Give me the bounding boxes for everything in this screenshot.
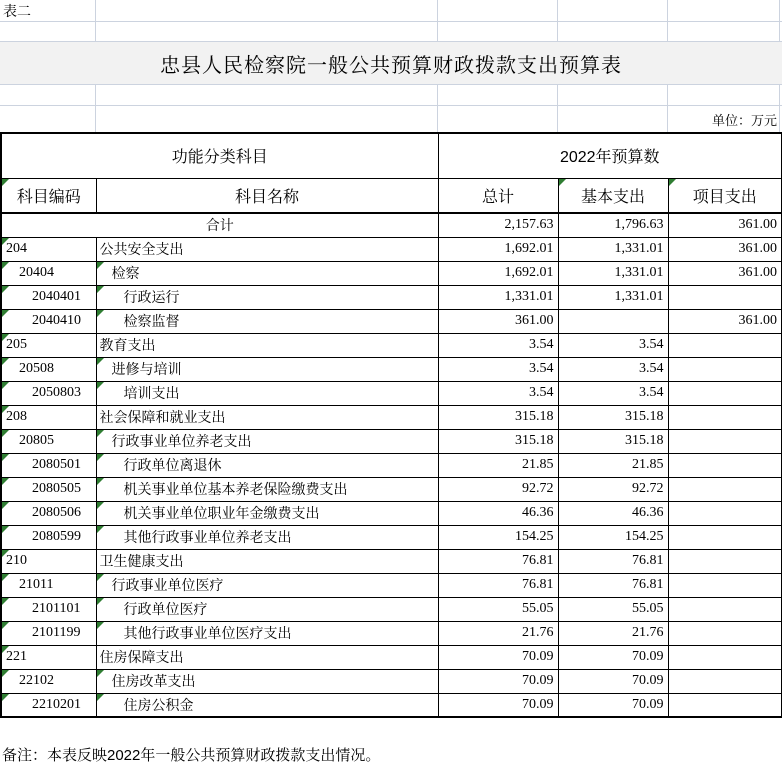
name-cell[interactable]: 其他行政事业单位养老支出 xyxy=(96,525,438,549)
column-header-subject-name[interactable]: 科目名称 xyxy=(96,178,438,213)
table-row xyxy=(1,453,782,477)
text-format-flag-icon xyxy=(2,310,9,317)
group-header-row xyxy=(1,133,782,178)
name-cell[interactable]: 其他行政事业单位医疗支出 xyxy=(96,621,438,645)
project-expenditure-cell[interactable] xyxy=(668,285,782,309)
text-format-flag-icon xyxy=(97,502,104,509)
table-row xyxy=(1,645,782,669)
project-expenditure-cell[interactable] xyxy=(668,573,782,597)
basic-expenditure-cell[interactable]: 1,331.01 xyxy=(558,285,668,309)
name-cell[interactable]: 培训支出 xyxy=(96,381,438,405)
table-row xyxy=(1,357,782,381)
text-format-flag-icon xyxy=(2,454,9,461)
table-row xyxy=(1,381,782,405)
project-expenditure-cell[interactable] xyxy=(668,405,782,429)
sheet-top-area xyxy=(0,0,782,132)
code-cell[interactable]: 2080506 xyxy=(1,501,96,525)
name-cell[interactable]: 进修与培训 xyxy=(96,357,438,381)
column-header-subject-code[interactable]: 科目编码 xyxy=(1,178,96,213)
grand-total-cell[interactable]: 76.81 xyxy=(438,549,558,573)
basic-expenditure-cell[interactable]: 3.54 xyxy=(558,357,668,381)
project-expenditure-cell[interactable] xyxy=(668,693,782,717)
project-expenditure-cell[interactable] xyxy=(668,357,782,381)
basic-expenditure-cell[interactable]: 1,331.01 xyxy=(558,261,668,285)
grand-total-cell[interactable]: 361.00 xyxy=(438,309,558,333)
table-row xyxy=(1,261,782,285)
project-expenditure-cell[interactable]: 361.00 xyxy=(668,237,782,261)
project-expenditure-cell[interactable] xyxy=(668,549,782,573)
name-cell[interactable]: 行政单位医疗 xyxy=(96,597,438,621)
total-row xyxy=(1,213,782,237)
text-format-flag-icon xyxy=(2,382,9,389)
code-cell[interactable]: 2040410 xyxy=(1,309,96,333)
grand-total-cell[interactable]: 92.72 xyxy=(438,477,558,501)
name-cell[interactable]: 行政运行 xyxy=(96,285,438,309)
unit-note: 单位：万元 xyxy=(711,113,777,128)
name-cell[interactable]: 机关事业单位基本养老保险缴费支出 xyxy=(96,477,438,501)
grand-total-cell[interactable]: 76.81 xyxy=(438,573,558,597)
text-format-flag-icon xyxy=(97,382,104,389)
basic-expenditure-cell[interactable]: 315.18 xyxy=(558,405,668,429)
text-format-flag-icon xyxy=(669,179,676,186)
name-cell[interactable]: 卫生健康支出 xyxy=(96,549,438,573)
text-format-flag-icon xyxy=(2,334,9,341)
project-expenditure-cell[interactable] xyxy=(668,645,782,669)
grand-total-cell[interactable]: 3.54 xyxy=(438,381,558,405)
basic-expenditure-cell[interactable]: 1,331.01 xyxy=(558,237,668,261)
text-format-flag-icon xyxy=(2,358,9,365)
footnote: 备注：本表反映2022年一般公共预算财政拨款支出情况。 xyxy=(2,747,381,764)
grand-total-cell[interactable]: 1,692.01 xyxy=(438,237,558,261)
basic-expenditure-cell[interactable]: 21.85 xyxy=(558,453,668,477)
table-row xyxy=(1,333,782,357)
project-expenditure-cell[interactable] xyxy=(668,525,782,549)
code-cell[interactable]: 210 xyxy=(1,549,96,573)
name-cell[interactable]: 行政事业单位养老支出 xyxy=(96,429,438,453)
table-row xyxy=(1,501,782,525)
sheet-label: 表二 xyxy=(3,3,31,19)
grand-total-cell[interactable]: 21.85 xyxy=(438,453,558,477)
project-expenditure-cell[interactable] xyxy=(668,429,782,453)
column-header-project-expenditure[interactable]: 项目支出 xyxy=(668,178,782,213)
grand-total-cell[interactable]: 154.25 xyxy=(438,525,558,549)
name-cell[interactable]: 住房改革支出 xyxy=(96,669,438,693)
text-format-flag-icon xyxy=(97,430,104,437)
table-row xyxy=(1,549,782,573)
text-format-flag-icon xyxy=(2,430,9,437)
code-cell[interactable]: 2080599 xyxy=(1,525,96,549)
total-grand-total-cell[interactable]: 2,157.63 xyxy=(438,213,558,237)
project-expenditure-cell[interactable] xyxy=(668,453,782,477)
text-format-flag-icon xyxy=(2,502,9,509)
basic-expenditure-cell[interactable]: 46.36 xyxy=(558,501,668,525)
code-cell[interactable]: 205 xyxy=(1,333,96,357)
project-expenditure-cell[interactable] xyxy=(668,669,782,693)
table-row xyxy=(1,693,782,717)
grand-total-cell[interactable]: 3.54 xyxy=(438,333,558,357)
grand-total-cell[interactable]: 3.54 xyxy=(438,357,558,381)
table-row xyxy=(1,429,782,453)
basic-expenditure-cell[interactable]: 154.25 xyxy=(558,525,668,549)
code-cell[interactable]: 21011 xyxy=(1,573,96,597)
text-format-flag-icon xyxy=(2,286,9,293)
table-row xyxy=(1,477,782,501)
grand-total-cell[interactable]: 70.09 xyxy=(438,645,558,669)
grand-total-cell[interactable]: 315.18 xyxy=(438,405,558,429)
grand-total-cell[interactable]: 21.76 xyxy=(438,621,558,645)
code-cell[interactable]: 2080505 xyxy=(1,477,96,501)
name-cell[interactable]: 行政单位离退休 xyxy=(96,453,438,477)
basic-expenditure-cell[interactable]: 76.81 xyxy=(558,573,668,597)
column-header-basic-expenditure[interactable]: 基本支出 xyxy=(558,178,668,213)
project-expenditure-cell[interactable] xyxy=(668,597,782,621)
text-format-flag-icon xyxy=(2,526,9,533)
text-format-flag-icon xyxy=(2,694,9,701)
code-cell[interactable]: 2210201 xyxy=(1,693,96,717)
code-cell[interactable]: 2080501 xyxy=(1,453,96,477)
name-cell[interactable]: 检察监督 xyxy=(96,309,438,333)
text-format-flag-icon xyxy=(2,179,9,186)
text-format-flag-icon xyxy=(97,694,104,701)
text-format-flag-icon xyxy=(2,262,9,269)
table-row xyxy=(1,573,782,597)
column-header-grand-total[interactable]: 总计 xyxy=(438,178,558,213)
basic-expenditure-cell[interactable]: 21.76 xyxy=(558,621,668,645)
text-format-flag-icon xyxy=(2,406,9,413)
text-format-flag-icon xyxy=(2,550,9,557)
text-format-flag-icon xyxy=(97,670,104,677)
text-format-flag-icon xyxy=(2,574,9,581)
basic-expenditure-cell[interactable]: 70.09 xyxy=(558,669,668,693)
grand-total-cell[interactable]: 315.18 xyxy=(438,429,558,453)
name-cell[interactable]: 行政事业单位医疗 xyxy=(96,573,438,597)
text-format-flag-icon xyxy=(97,622,104,629)
group-header-function-category[interactable]: 功能分类科目 xyxy=(1,133,438,178)
total-label-cell[interactable]: 合计 xyxy=(1,213,438,237)
name-cell[interactable]: 公共安全支出 xyxy=(96,237,438,261)
basic-expenditure-cell[interactable] xyxy=(558,309,668,333)
name-cell[interactable]: 检察 xyxy=(96,261,438,285)
text-format-flag-icon xyxy=(97,526,104,533)
code-cell[interactable]: 20805 xyxy=(1,429,96,453)
basic-expenditure-cell[interactable]: 70.09 xyxy=(558,645,668,669)
basic-expenditure-cell[interactable]: 3.54 xyxy=(558,381,668,405)
name-cell[interactable]: 住房公积金 xyxy=(96,693,438,717)
project-expenditure-cell[interactable] xyxy=(668,477,782,501)
table-row xyxy=(1,237,782,261)
name-cell[interactable]: 社会保障和就业支出 xyxy=(96,405,438,429)
grand-total-cell[interactable]: 55.05 xyxy=(438,597,558,621)
project-expenditure-cell[interactable] xyxy=(668,381,782,405)
project-expenditure-cell[interactable] xyxy=(668,501,782,525)
total-basic-cell[interactable]: 1,796.63 xyxy=(558,213,668,237)
text-format-flag-icon xyxy=(97,286,104,293)
grand-total-cell[interactable]: 70.09 xyxy=(438,669,558,693)
basic-expenditure-cell[interactable]: 3.54 xyxy=(558,333,668,357)
basic-expenditure-cell[interactable]: 76.81 xyxy=(558,549,668,573)
text-format-flag-icon xyxy=(97,262,104,269)
text-format-flag-icon xyxy=(2,646,9,653)
code-cell[interactable]: 20508 xyxy=(1,357,96,381)
name-cell[interactable]: 教育支出 xyxy=(96,333,438,357)
project-expenditure-cell[interactable]: 361.00 xyxy=(668,309,782,333)
code-cell[interactable]: 2101199 xyxy=(1,621,96,645)
code-cell[interactable]: 2040401 xyxy=(1,285,96,309)
text-format-flag-icon xyxy=(97,358,104,365)
table-row xyxy=(1,669,782,693)
text-format-flag-icon xyxy=(97,454,104,461)
code-cell[interactable]: 204 xyxy=(1,237,96,261)
budget-table xyxy=(0,132,782,718)
table-row xyxy=(1,525,782,549)
name-cell[interactable]: 住房保障支出 xyxy=(96,645,438,669)
basic-expenditure-cell[interactable]: 70.09 xyxy=(558,693,668,717)
text-format-flag-icon xyxy=(559,179,566,186)
grand-total-cell[interactable]: 46.36 xyxy=(438,501,558,525)
basic-expenditure-cell[interactable]: 55.05 xyxy=(558,597,668,621)
name-cell[interactable]: 机关事业单位职业年金缴费支出 xyxy=(96,501,438,525)
project-expenditure-cell[interactable] xyxy=(668,333,782,357)
text-format-flag-icon xyxy=(2,238,9,245)
table-row xyxy=(1,597,782,621)
code-cell[interactable]: 20404 xyxy=(1,261,96,285)
text-format-flag-icon xyxy=(97,598,104,605)
basic-expenditure-cell[interactable]: 92.72 xyxy=(558,477,668,501)
text-format-flag-icon xyxy=(2,670,9,677)
code-cell[interactable]: 22102 xyxy=(1,669,96,693)
basic-expenditure-cell[interactable]: 315.18 xyxy=(558,429,668,453)
text-format-flag-icon xyxy=(2,598,9,605)
code-cell[interactable]: 221 xyxy=(1,645,96,669)
grand-total-cell[interactable]: 1,331.01 xyxy=(438,285,558,309)
project-expenditure-cell[interactable] xyxy=(668,621,782,645)
text-format-flag-icon xyxy=(97,574,104,581)
total-project-cell[interactable]: 361.00 xyxy=(668,213,782,237)
code-cell[interactable]: 2101101 xyxy=(1,597,96,621)
table-row xyxy=(1,309,782,333)
project-expenditure-cell[interactable]: 361.00 xyxy=(668,261,782,285)
group-header-2022-budget[interactable]: 2022年预算数 xyxy=(438,133,782,178)
code-cell[interactable]: 2050803 xyxy=(1,381,96,405)
page-title: 忠县人民检察院一般公共预算财政拨款支出预算表 xyxy=(0,42,782,84)
column-header-row xyxy=(1,178,782,213)
code-cell[interactable]: 208 xyxy=(1,405,96,429)
grand-total-cell[interactable]: 70.09 xyxy=(438,693,558,717)
table-row xyxy=(1,285,782,309)
text-format-flag-icon xyxy=(2,622,9,629)
table-row xyxy=(1,621,782,645)
text-format-flag-icon xyxy=(2,478,9,485)
table-row xyxy=(1,405,782,429)
text-format-flag-icon xyxy=(97,478,104,485)
text-format-flag-icon xyxy=(97,310,104,317)
grand-total-cell[interactable]: 1,692.01 xyxy=(438,261,558,285)
